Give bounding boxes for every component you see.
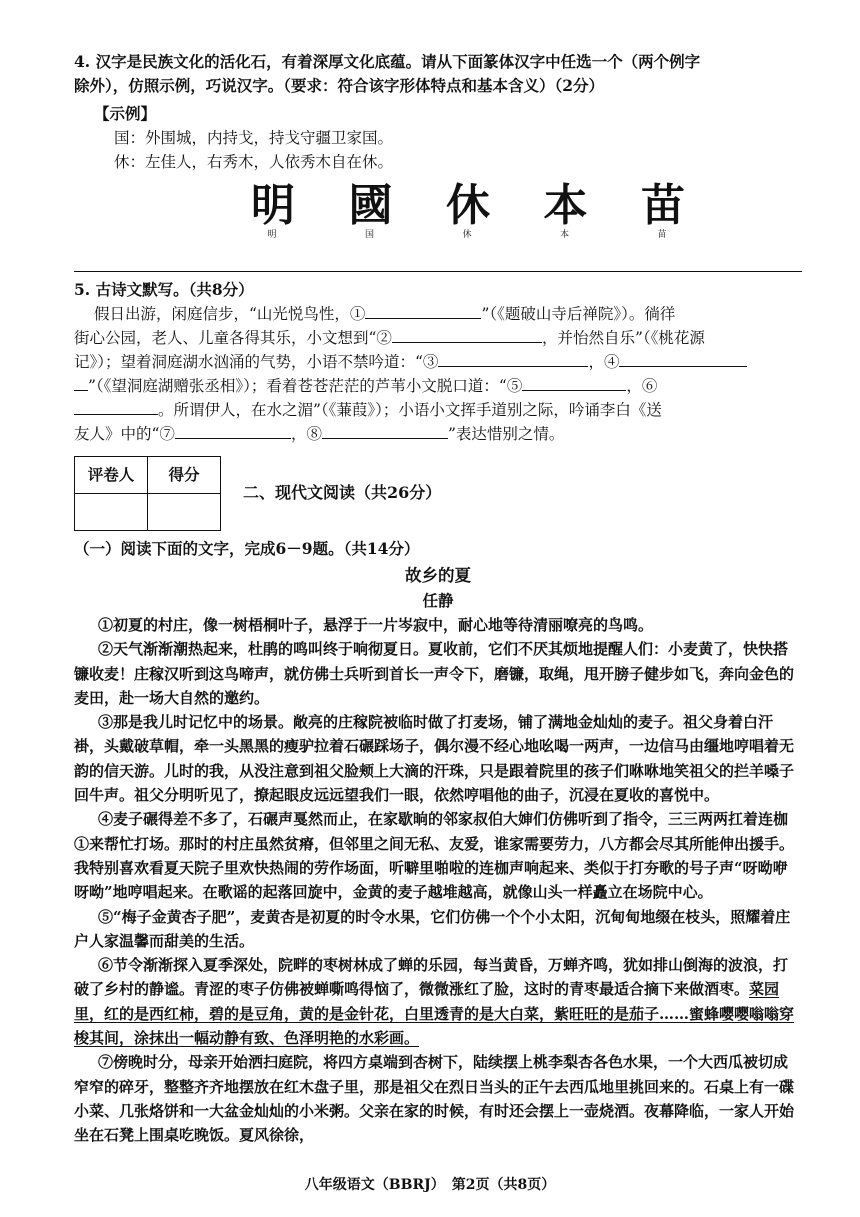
seal-glyph: 苗 xyxy=(641,180,683,232)
seal-caption: 国 xyxy=(364,230,374,241)
q5-text: ，⑥ xyxy=(626,377,658,396)
q5-line-3 xyxy=(74,350,802,374)
paragraph-2: ②天气渐渐潮热起来，杜鹃的鸣叫终于响彻夏日。夏收前，它们不厌其烦地提醒人们：小麦黄了，快快搭镰收麦！庄稼汉听到这鸟啼声，就仿佛士兵听到首长一声令下，磨镰，取绳，甩开膀子健步如飞，奔向金色的麦田，赴一场大自然的邀约。 xyxy=(74,640,795,707)
seal-characters-row xyxy=(74,174,802,241)
seal-character xyxy=(242,182,302,241)
q4-example-2: 休：左佳人，右秀木，人依秀木自在休。 xyxy=(114,153,394,172)
q5-line-4 xyxy=(74,374,802,398)
reviewer-cell[interactable] xyxy=(75,494,148,531)
q5-line-1 xyxy=(74,302,802,326)
q5-text: 。所谓伊人，在水之湄”（《蒹葭》）；小语小文挥手道别之际，吟诵李白《送 xyxy=(158,401,662,420)
reviewer-header: 评卷人 xyxy=(75,457,148,494)
q5-text: 记》）；望着洞庭湖水汹涌的气势，小语不禁吟道：“③ xyxy=(74,353,439,372)
seal-character xyxy=(535,182,595,241)
seal-character xyxy=(632,182,692,241)
seal-glyph: 國 xyxy=(348,180,391,232)
blank-6[interactable] xyxy=(74,399,158,416)
passage-intro: （一）阅读下面的文字，完成6－9题。（共14分） xyxy=(74,539,420,559)
blank-4-cont[interactable] xyxy=(74,375,88,392)
seal-character xyxy=(437,182,497,241)
seal-caption: 休 xyxy=(462,230,472,241)
score-header: 得分 xyxy=(148,457,221,494)
underlined-sentence: 菜园里，红的是西红柿，碧的是豆角，黄的是金针花，白里透青的是大白菜，紫旺旺的是茄子……蜜蜂嘤嘤嗡嗡穿梭其间，涂抹出一幅动静有致、色泽明艳的水彩画。 xyxy=(74,980,795,1048)
paragraph-1: ①初夏的村庄，像一树梧桐叶子，悬浮于一片岑寂中，耐心地等待清丽嘹亮的鸟鸣。 xyxy=(98,615,654,634)
seal-caption: 明 xyxy=(267,230,277,241)
seal-glyph: 明 xyxy=(251,180,293,232)
q4-prompt-line1: 4. 汉字是民族文化的活化石，有着深厚文化底蕴。请从下面篆体汉字中任选一个（两个例字 xyxy=(74,52,701,71)
paragraph-6-text: ⑥节令渐渐探入夏季深处，院畔的枣树林成了蝉的乐园，每当黄昏，万蝉齐鸣，犹如排山倒海的波浪，打破了乡村的静谧。青涩的枣子仿佛被蝉嘶鸣得恼了，微微涨红了脸，这时的青枣最适合摘下来做酒枣。 xyxy=(74,956,789,999)
seal-character xyxy=(340,182,400,241)
paragraph-4: ④麦子碾得差不多了，石碾声戛然而止，在家歇晌的邻家叔伯大婶们仿佛听到了指令，三三两两扛着连枷①来帮忙打场。那时的村庄虽然贫瘠，但邻里之间无私、友爱，谁家需要劳力，八方都会尽其所能伸出援手。我特别喜欢看夏天院子里欢快热闹的劳作场面，听噼里啪啦的连枷声响起来、类似于打夯歌的号子声“呀呦咿呀呦”地哼唱起来。在歌谣的起落回旋中，金黄的麦子越堆越高，就像山头一样矗立在场院中心。 xyxy=(74,810,795,902)
q4-prompt-line2: 除外），仿照示例，巧说汉字。（要求：符合该字形体特点和基本含义）（2分） xyxy=(74,76,605,96)
q5-text: ，⑧ xyxy=(290,425,322,444)
q5-text: 友人》中的“⑦ xyxy=(74,425,175,444)
q5-text: ”表达惜别之情。 xyxy=(447,425,565,444)
q5-line-2 xyxy=(74,326,802,350)
blank-2[interactable] xyxy=(392,327,542,344)
story-title: 故乡的夏 xyxy=(405,566,471,586)
q5-text: ，④ xyxy=(588,353,620,372)
paragraph-7: ⑦傍晚时分，母亲开始洒扫庭院，将四方桌端到杏树下，陆续摆上桃李梨杏各色水果，一个大西瓜被切成窄窄的碎牙，整整齐齐地摆放在红木盘子里，那是祖父在烈日当头的正午去西瓜地里挑回来的。石桌上有一碟小菜、几张烙饼和一大盆金灿灿的小米粥。父亲在家的时候，有时还会摆上一壶烧酒。夜幕降临，一家人开始坐在石凳上围桌吃晚饭。夏风徐徐， xyxy=(74,1053,795,1145)
q4-example-label: 【示例】 xyxy=(94,104,157,124)
q4-example-1: 国：外围城，内持戈，持戈守疆卫家国。 xyxy=(114,129,394,148)
blank-4[interactable] xyxy=(619,351,747,368)
blank-5[interactable] xyxy=(522,375,626,392)
paragraph-6 xyxy=(74,953,802,1050)
q5-text: 假日出游，闲庭信步，“山光悦鸟性，① xyxy=(94,305,366,324)
q5-text: ”（《题破山寺后禅院》）。徜徉 xyxy=(481,305,676,324)
seal-caption: 本 xyxy=(559,230,569,241)
q5-text: ”（《望洞庭湖赠张丞相》）；看着苍苍茫茫的芦苇小文脱口道：“⑤ xyxy=(88,377,523,396)
blank-3[interactable] xyxy=(438,351,588,368)
paragraph-3: ③那是我儿时记忆中的场景。敞亮的庄稼院被临时做了打麦场，铺了满地金灿灿的麦子。祖父身着白汗褂，头戴破草帽，牵一头黑黑的瘦驴拉着石碾踩场子，偶尔漫不经心地吆喝一两声，一边信马由缰地哼唱着无韵的信天游。儿时的我，从没注意到祖父脸颊上大滴的汗珠，只是跟着院里的孩子们咻咻地笑祖父的拦羊嗓子回牛声。祖父分明听见了，撩起眼皮远远望我们一眼，依然哼唱他的曲子，沉浸在夏收的喜悦中。 xyxy=(74,713,795,805)
q5-title: 5. 古诗文默写。（共8分） xyxy=(74,280,254,300)
q4-answer-line[interactable] xyxy=(74,241,802,272)
section-header xyxy=(74,456,802,531)
blank-8[interactable] xyxy=(322,423,448,440)
page-footer: 八年级语文（BBRJ） 第2页（共8页） xyxy=(304,1177,556,1193)
seal-glyph: 本 xyxy=(543,180,586,232)
score-cell[interactable] xyxy=(148,494,221,531)
q5-text: 街心公园，老人、儿童各得其乐，小文想到“② xyxy=(74,329,392,348)
q5-text: ，并怡然自乐”（《桃花源 xyxy=(541,329,705,348)
q5-line-5 xyxy=(74,398,802,422)
blank-7[interactable] xyxy=(175,423,291,440)
paragraph-5: ⑤“梅子金黄杏子肥”，麦黄杏是初夏的时令水果，它们仿佛一个个小太阳，沉甸甸地缀在枝头，照耀着庄户人家温馨而甜美的生活。 xyxy=(74,907,791,950)
q5-line-6 xyxy=(74,422,802,446)
blank-1[interactable] xyxy=(365,303,481,320)
seal-caption: 苗 xyxy=(657,230,667,241)
story-author: 任静 xyxy=(422,590,454,610)
seal-glyph: 休 xyxy=(446,180,488,232)
score-table xyxy=(74,456,221,531)
section-title: 二、现代文阅读（共26分） xyxy=(243,483,442,503)
